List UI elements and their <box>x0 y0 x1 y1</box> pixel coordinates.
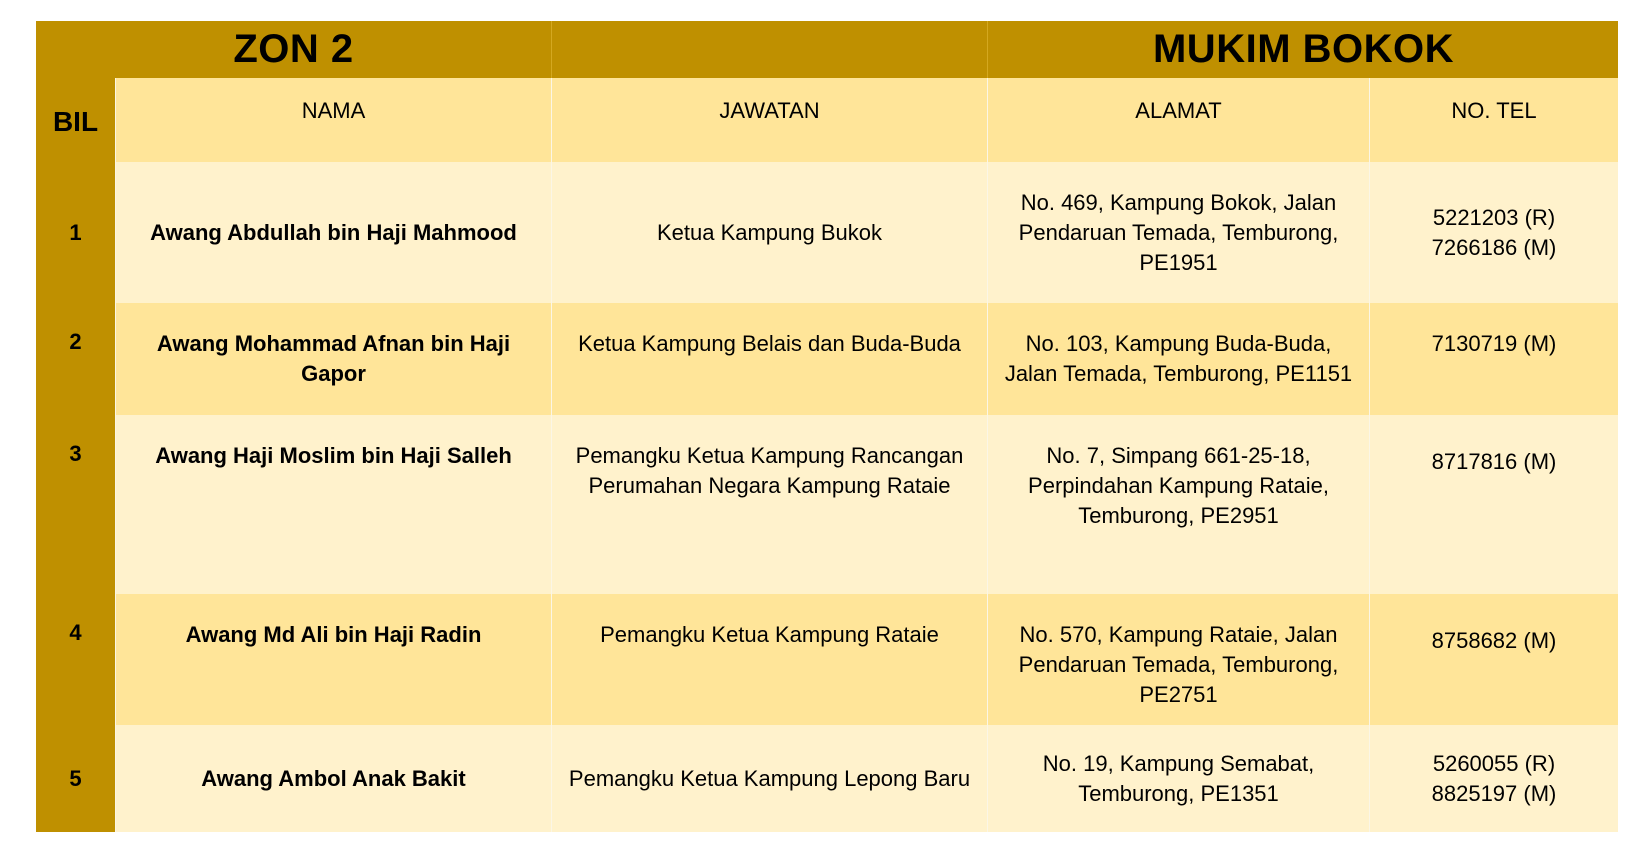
nama-line: Awang Abdullah bin Haji Mahmood <box>150 219 517 245</box>
row-nama <box>115 594 551 725</box>
jawatan-line: Pemangku Ketua Kampung Lepong Baru <box>568 765 971 791</box>
tel-line: 5260055 (R) <box>1432 750 1556 776</box>
nama-line: Awang Ambol Anak Bakit <box>201 765 466 791</box>
jawatan-line: Ketua Kampung Belais dan Buda-Buda <box>578 331 961 356</box>
alamat-line: Temburong, PE2951 <box>1078 503 1279 528</box>
jawatan-line: Ketua Kampung Bukok <box>656 219 883 245</box>
row-nama <box>115 415 551 594</box>
alamat-line: Pendaruan Temada, Temburong, <box>1018 652 1339 677</box>
nama-line: Awang Mohammad Afnan bin Haji <box>156 331 511 356</box>
row-nama <box>115 303 551 415</box>
table-row <box>36 594 1618 725</box>
alamat-line: No. 7, Simpang 661-25-18, <box>1046 443 1311 468</box>
row-tel <box>1369 415 1618 594</box>
header-alamat: ALAMAT <box>987 78 1369 162</box>
row-jawatan <box>551 725 987 832</box>
alamat-line: No. 103, Kampung Buda-Buda, <box>1025 331 1332 356</box>
row-tel <box>1369 162 1618 303</box>
row-alamat <box>987 303 1369 415</box>
jawatan-line: Perumahan Negara Kampung Rataie <box>588 473 951 498</box>
nama-line: Awang Haji Moslim bin Haji Salleh <box>155 443 512 468</box>
title-spacer <box>551 21 988 78</box>
table-row <box>36 162 1618 303</box>
tel-line: 7130719 (M) <box>1431 331 1557 356</box>
row-bil: 3 <box>36 415 115 594</box>
row-jawatan <box>551 594 987 725</box>
row-alamat <box>987 415 1369 594</box>
tel-line: 7266186 (M) <box>1431 234 1557 260</box>
row-tel <box>1369 303 1618 415</box>
nama-line: Gapor <box>301 361 366 386</box>
header-jawatan: JAWATAN <box>551 78 987 162</box>
header-tel: NO. TEL <box>1369 78 1618 162</box>
row-jawatan <box>551 415 987 594</box>
tel-line: 5221203 (R) <box>1432 204 1556 230</box>
row-jawatan <box>551 162 987 303</box>
zone-title: ZON 2 <box>233 27 354 71</box>
mukim-title: MUKIM BOKOK <box>987 21 1619 78</box>
row-bil: 2 <box>36 303 115 415</box>
row-tel <box>1369 725 1618 832</box>
alamat-line: No. 570, Kampung Rataie, Jalan <box>1019 622 1338 647</box>
row-bil: 1 <box>36 162 115 303</box>
row-nama <box>115 162 551 303</box>
alamat-line: No. 19, Kampung Semabat, <box>1042 750 1315 776</box>
tel-line: 8717816 (M) <box>1431 449 1557 474</box>
row-alamat <box>987 725 1369 832</box>
alamat-line: Jalan Temada, Temburong, PE1151 <box>1004 361 1353 386</box>
alamat-line: Temburong, PE1351 <box>1078 780 1279 806</box>
alamat-line: PE2751 <box>1139 682 1218 707</box>
row-tel <box>1369 594 1618 725</box>
table-title-row <box>36 21 1618 78</box>
tel-line: 8758682 (M) <box>1431 628 1557 653</box>
column-header-row <box>36 78 1618 162</box>
table-row <box>36 415 1618 594</box>
tel-line: 8825197 (M) <box>1431 780 1557 806</box>
alamat-line: Pendaruan Temada, Temburong, <box>1018 219 1339 245</box>
row-nama <box>115 725 551 832</box>
alamat-line: PE1951 <box>1139 249 1218 275</box>
alamat-line: Perpindahan Kampung Rataie, <box>1028 473 1329 498</box>
table-row <box>36 303 1618 415</box>
row-alamat <box>987 162 1369 303</box>
jawatan-line: Pemangku Ketua Kampung Rataie <box>600 622 939 647</box>
row-bil: 5 <box>36 725 115 832</box>
header-nama: NAMA <box>115 78 551 162</box>
row-alamat <box>987 594 1369 725</box>
contact-table <box>36 21 1618 832</box>
jawatan-line: Pemangku Ketua Kampung Rancangan <box>575 443 964 468</box>
alamat-line: No. 469, Kampung Bokok, Jalan <box>1020 189 1337 215</box>
table-row <box>36 725 1618 832</box>
nama-line: Awang Md Ali bin Haji Radin <box>185 622 482 647</box>
header-bil: BIL <box>36 78 115 162</box>
row-jawatan <box>551 303 987 415</box>
row-bil: 4 <box>36 594 115 725</box>
